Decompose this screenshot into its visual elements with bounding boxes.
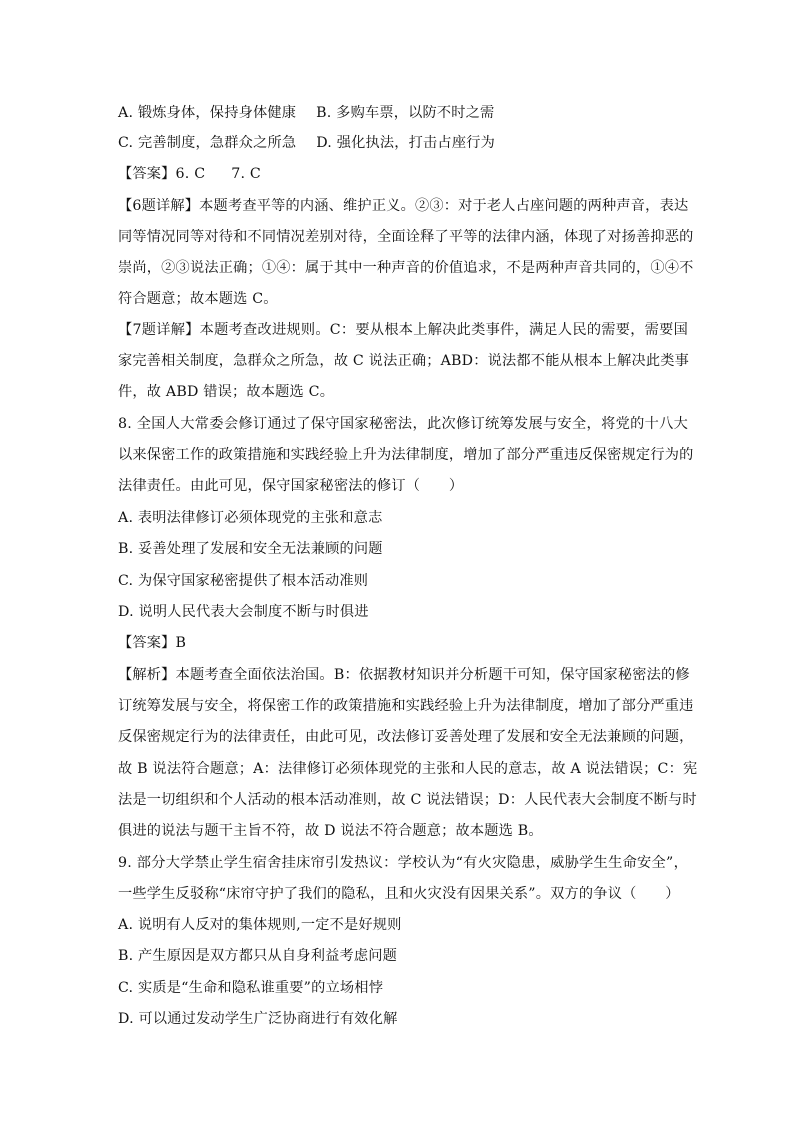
q9-stem-line-1: 9. 部分大学禁止学生宿舍挂床帘引发热议：学校认为“有火灾隐患，威胁学生生命安全”， xyxy=(118,855,688,871)
q8-explain-line-2: 订统筹发展与安全，将保密工作的政策措施和实践经验上升为法律制度，增加了部分严重违 xyxy=(118,698,694,714)
q8-option-a: A. 表明法律修订必须体现党的主张和意志 xyxy=(118,510,383,526)
q9-option-b: B. 产生原因是双方都只从自身利益考虑问题 xyxy=(118,948,398,964)
answer-7: 7. C xyxy=(231,166,261,182)
q6-explain-line-4: 符合题意；故本题选 C。 xyxy=(118,291,278,307)
q8-explain-line-5: 法是一切组织和个人活动的根本活动准则，故 C 说法错误；D：人民代表大会制度不断与时 xyxy=(118,792,697,808)
q9-stem-line-2: 一些学生反驳称“床帘守护了我们的隐私，且和火灾没有因果关系”。双方的争议（ ） xyxy=(118,886,680,902)
q7-explain-line-3: 件，故 ABD 错误；故本题选 C。 xyxy=(118,384,335,400)
q7-options-row-2 xyxy=(118,133,688,153)
q8-answer: 【答案】B xyxy=(118,635,187,651)
q9-option-a: A. 说明有人反对的集体规则,一定不是好规则 xyxy=(118,917,402,933)
q8-explain-line-6: 俱进的说法与题干主旨不符，故 D 说法不符合题意；故本题选 B。 xyxy=(118,823,543,839)
q7-explain-line-2: 家完善相关制度，急群众之所急，故 C 说法正确；ABD：说法都不能从根本上解决此类事 xyxy=(118,353,690,369)
q9-option-d: D. 可以通过发动学生广泛协商进行有效化解 xyxy=(118,1011,398,1027)
q8-explain-line-4: 故 B 说法符合题意；A：法律修订必须体现党的主张和人民的意志，故 A 说法错误；C：宪 xyxy=(118,761,698,777)
q8-option-b: B. 妥善处理了发展和安全无法兼顾的问题 xyxy=(118,541,383,557)
q6-explain-line-2: 同等情况同等对待和不同情况差别对待，全面诠释了平等的法律内涵，体现了对扬善抑恶的 xyxy=(118,229,694,245)
q8-option-c: C. 为保守国家秘密提供了根本活动准则 xyxy=(118,573,369,589)
q8-explain-line-1: 【解析】本题考查全面依法治国。B：依据教材知识并分析题干可知，保守国家秘密法的修 xyxy=(118,667,690,683)
q6-explain-line-1: 【6题详解】本题考查平等的内涵、维护正义。②③：对于老人占座问题的两种声音，表达 xyxy=(118,198,689,214)
answer-6-7 xyxy=(118,164,688,184)
q8-option-d: D. 说明人民代表大会制度不断与时俱进 xyxy=(118,604,369,620)
q7-option-a: A. 锻炼身体，保持身体健康 xyxy=(118,105,297,121)
answer-6: 【答案】6. C xyxy=(118,166,206,182)
q7-option-c: C. 完善制度，急群众之所急 xyxy=(118,135,297,151)
q8-stem-line-1: 8. 全国人大常委会修订通过了保守国家秘密法，此次修订统筹发展与安全，将党的十八大 xyxy=(118,416,688,432)
q7-option-d: D. 强化执法，打击占座行为 xyxy=(316,135,495,151)
q6-explain-line-3: 崇尚，②③说法正确；①④：属于其中一种声音的价值追求，不是两种声音共同的，①④不 xyxy=(118,260,694,276)
q7-option-b: B. 多购车票，以防不时之需 xyxy=(316,105,495,121)
q7-explain-line-1: 【7题详解】本题考查改进规则。C：要从根本上解决此类事件，满足人民的需要，需要国 xyxy=(118,322,688,338)
q9-option-c: C. 实质是“生命和隐私谁重要”的立场相悖 xyxy=(118,980,384,996)
q8-explain-line-3: 反保密规定行为的法律责任，由此可见，改法修订妥善处理了发展和安全无法兼顾的问题， xyxy=(118,729,694,745)
q8-stem-line-3: 法律责任。由此可见，保守国家秘密法的修订（ ） xyxy=(118,478,464,494)
q8-stem-line-2: 以来保密工作的政策措施和实践经验上升为法律制度，增加了部分严重违反保密规定行为的 xyxy=(118,447,694,463)
q7-options-row-1 xyxy=(118,103,688,123)
